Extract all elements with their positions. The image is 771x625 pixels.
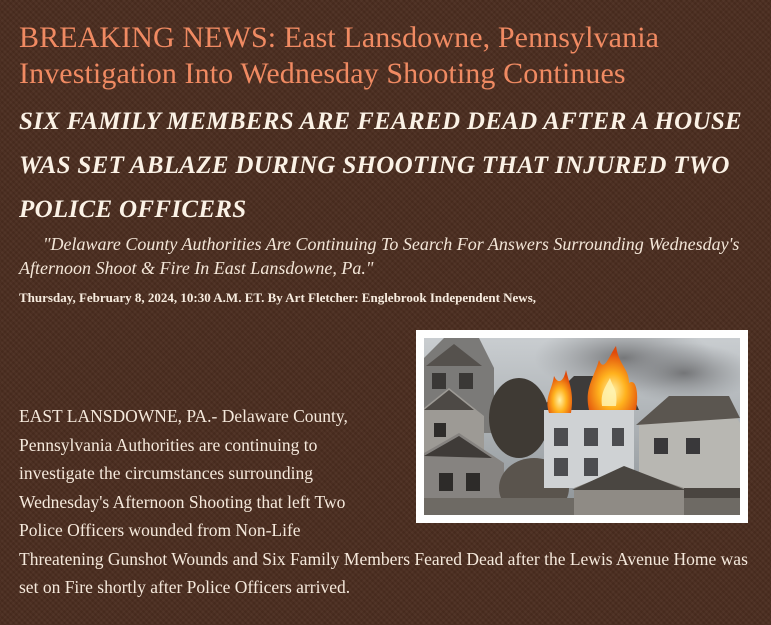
pull-quote [19,232,759,280]
article-body [19,402,759,602]
headline: BREAKING NEWS: East Lansdowne, Pennsylvania Investigation Into Wednesday Shooting Continues [19,21,660,90]
pull-quote-text: "Delaware County Authorities Are Continuing To Search For Answers Surrounding Wednesday's Afternoon Shoot & Fire In East Lansdowne, Pa." [19,234,740,278]
article-header [19,0,759,306]
byline: Thursday, February 8, 2024, 10:30 A.M. ET. By Art Fletcher: Englebrook Independent News, [19,290,537,305]
photo-spacer [381,402,759,542]
article-body-text: EAST LANSDOWNE, PA.- Delaware County, Pennsylvania Authorities are continuing to investigate the circumstances surrounding Wednesday's Afternoon Shooting that left Two Police Officers wounded from Non-Life Threatening Gunshot Wounds and Six Family Members Feared Dead after the Lewis Avenue Home was set on Fire shortly after Police Officers arrived. [19,406,748,597]
subheadline: SIX FAMILY MEMBERS ARE FEARED DEAD AFTER A HOUSE WAS SET ABLAZE DURING SHOOTING THAT INJURED TWO POLICE OFFICERS [19,108,742,223]
